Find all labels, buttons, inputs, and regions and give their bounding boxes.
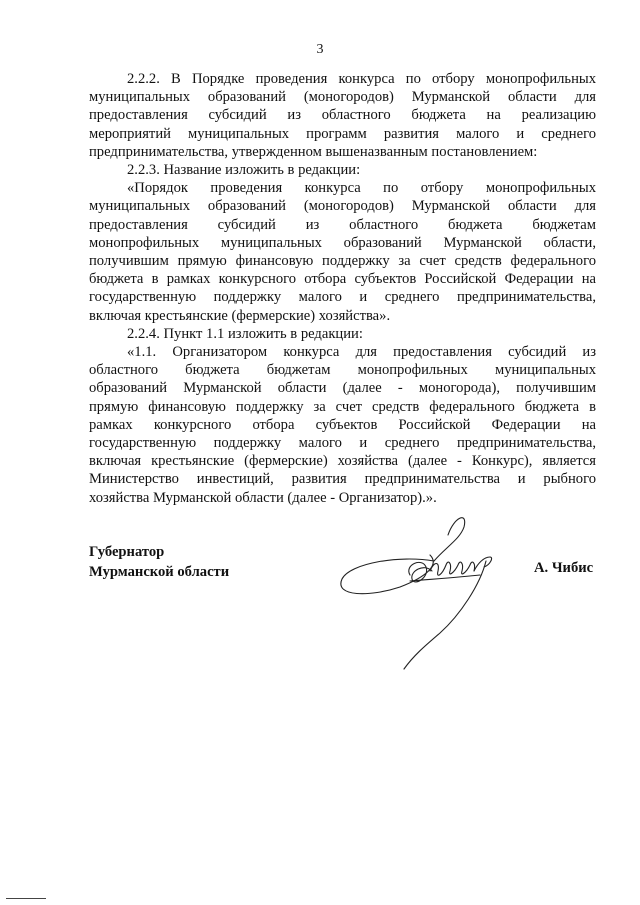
paragraph-4-line-1: 2.2.4. Пункт 1.1 изложить в редакции: [127,325,363,342]
paragraph-3-line-5: получившим прямую финансовую поддержку за счет средств федерального [89,253,596,270]
document-body [89,70,596,507]
paragraph-5-line-9: хозяйства Мурманской области (далее - Организатор).». [89,489,437,506]
paragraph-1-line-5: предпринимательства, утвержденном вышеназванным постановлением: [89,143,538,160]
paragraph-5-line-3: образований Мурманской области (далее - моногорода), получившим [89,380,596,397]
paragraph-1-line-3: предоставления субсидий из областного бюджета на реализацию [89,107,596,124]
paragraph-3-line-3: предоставления субсидий из областного бюджета бюджетам [89,216,596,233]
paragraph-2-line-1: 2.2.3. Название изложить в редакции: [127,162,361,179]
page-number: 3 [316,42,324,57]
paragraph-1-line-2: муниципальных образований (моногородов) Мурманской области для [89,89,596,106]
signatory-title-line-1: Губернатор [89,544,165,560]
paragraph-3-line-6: бюджета в рамках конкурсного отбора субъектов Российской Федерации на [89,271,596,288]
paragraph-3-line-7: государственную поддержку малого и среднего предпринимательства, [89,289,596,306]
signatory-title [89,542,229,582]
paragraph-5-line-6: государственную поддержку малого и среднего предпринимательства, [89,435,596,452]
signatory-name: А. Чибис [534,560,594,576]
paragraph-5-line-7: включая крестьянские (фермерские) хозяйства (далее - Конкурс), является [89,453,596,470]
paragraph-3-line-4: монопрофильных муниципальных образований Мурманской области, [89,234,596,251]
paragraph-5-line-1: «1.1. Организатором конкурса для предоставления субсидий из [127,344,596,361]
paragraph-1-line-4: мероприятий муниципальных программ развития малого и среднего [89,125,596,142]
paragraph-3-line-8: включая крестьянские (фермерские) хозяйства». [89,307,391,324]
paragraph-5-line-4: прямую финансовую поддержку за счет средств федерального бюджета в [89,398,596,415]
paragraph-5-line-2: областного бюджета бюджетам монопрофильных муниципальных [89,362,596,379]
paragraph-5-line-8: Министерство инвестиций, развития предпринимательства и рыбного [89,471,596,488]
signatory-title-line-2: Мурманской области [89,564,230,580]
page-edge-line [6,898,46,899]
paragraph-5-line-5: рамках конкурсного отбора субъектов Российской Федерации на [89,416,596,433]
handwritten-signature [330,505,530,675]
paragraph-1-line-1: 2.2.2. В Порядке проведения конкурса по отбору монопрофильных [127,71,596,87]
paragraph-3-line-2: муниципальных образований (моногородов) Мурманской области для [89,198,596,215]
paragraph-3-line-1: «Порядок проведения конкурса по отбору монопрофильных [127,180,596,197]
